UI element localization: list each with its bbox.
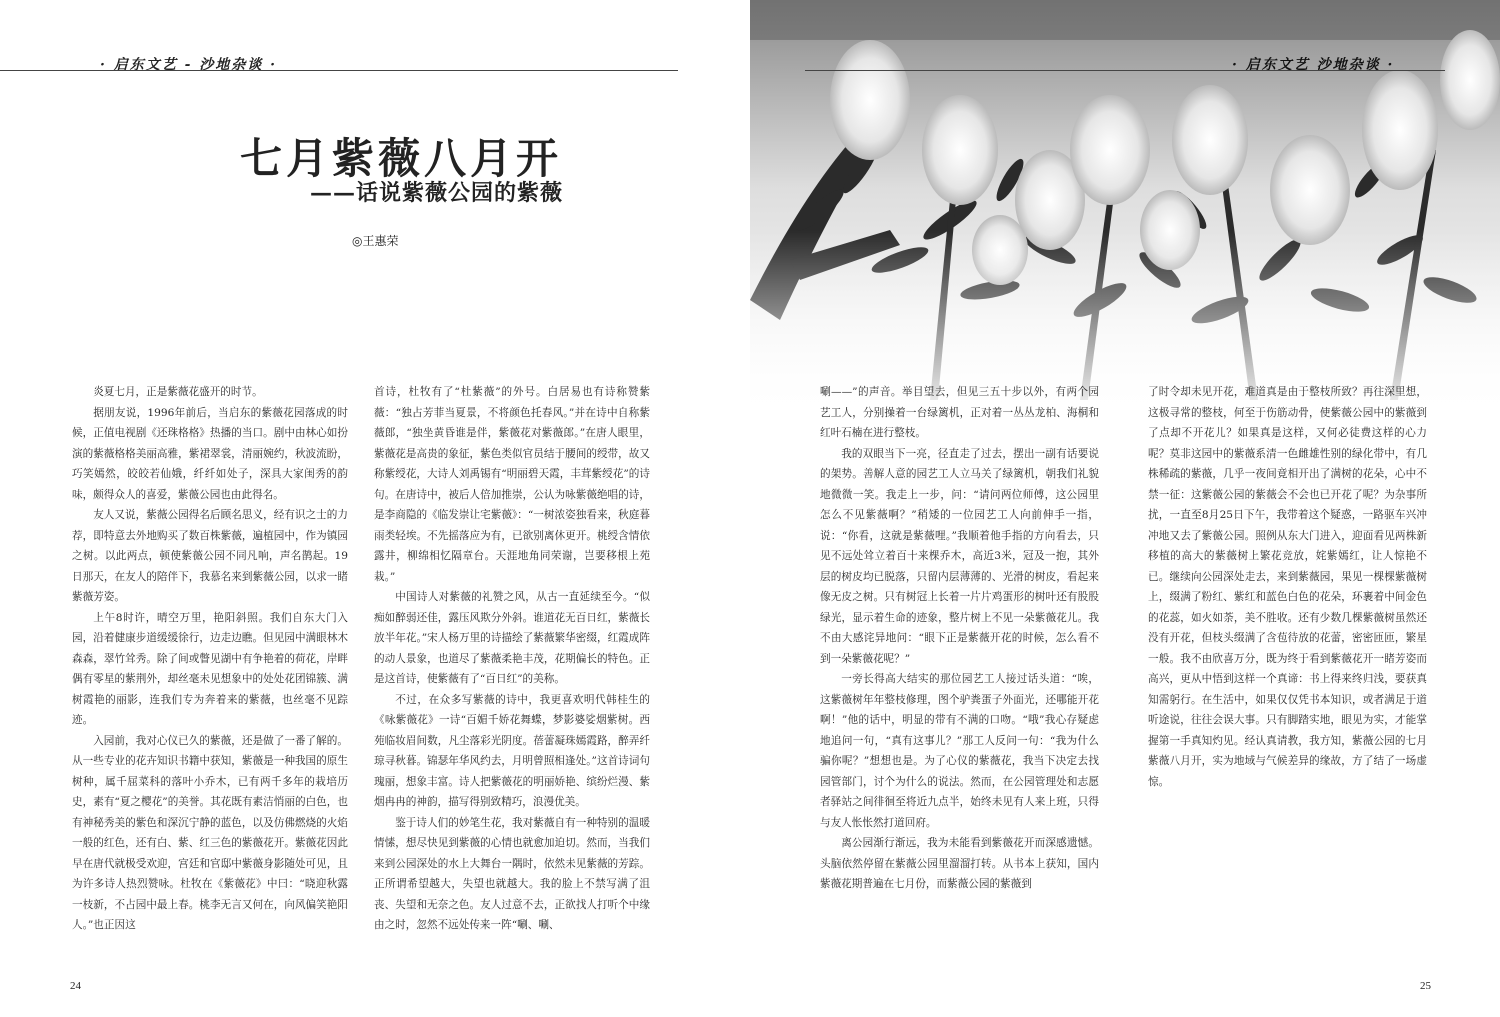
page-number-right: 25 bbox=[1420, 980, 1431, 992]
paragraph: 据朋友说，1996年前后，当启东的紫薇花园落成的时候，正值电视剧《还珠格格》热播的当口。剧中由林心如扮演的紫薇格格美丽高雅，紫裙翠裳，清丽婉约，秋波流盼，巧笑嫣然，皎皎若仙娥，纤纤如处子，深具大家闺秀的韵味，颇得众人的喜爱，紫薇公园也由此得名。 bbox=[72, 406, 348, 501]
paragraph: 唰——”的声音。举目望去，但见三五十步以外，有两个园艺工人，分别操着一台绿篱机，正对着一丛丛龙柏、海桐和红叶石楠在进行整枝。 bbox=[820, 386, 1099, 439]
paragraph: 我的双眼当下一亮，径直走了过去，摆出一副有话要说的架势。善解人意的园艺工人立马关了绿篱机，朝我们礼貌地微微一笑。我走上一步，问：“请问两位师傅，这公园里怎么不见紫薇啊？”稍矮的一位园艺工人向前伸手一指，说：“你看，这就是紫薇哩。”我顺着他手指的方向看去，只见不远处耸立着百十来棵乔木，高近3米，冠及一抱，其外层的树皮均已脱落，只留内层薄薄的、光滑的树皮，看起来像无皮之树。只有树冠上长着一片片鸡蛋形的树叶还有股股绿光，显示着生命的迹象，整片树上不见一朵紫薇花儿。我不由大感诧异地问：“眼下正是紫薇开花的时候，怎么看不到一朵紫薇花呢？” bbox=[820, 447, 1099, 665]
running-head-right: · 启东文艺 沙地杂谈 · bbox=[1232, 57, 1395, 73]
right-page bbox=[750, 0, 1500, 1017]
text-column-2 bbox=[374, 382, 650, 936]
paragraph: 一旁长得高大结实的那位园艺工人接过话头道：“唉，这紫薇树年年整枝修理，图个驴粪蛋子外面光，还哪能开花啊！”他的话中，明显的带有不满的口吻。“哦”我心存疑虑地追问一句，“真有这事儿？”那工人反问一句：“我为什么骗你呢？”想想也是。为了心仪的紫薇花，我当下决定去找园管部门，讨个为什么的说法。然而，在公园管理处和志愿者驿站之间徘徊至将近九点半，始终未见有人来上班，只得与友人怅怅然打道回府。 bbox=[820, 673, 1099, 829]
article-title: 七月紫薇八月开 bbox=[240, 134, 563, 183]
paragraph: 离公园渐行渐远，我为未能看到紫薇花开而深感遗憾。头脑依然停留在紫薇公园里溜溜打转。从书本上获知，国内紫薇花期普遍在七月份，而紫薇公园的紫薇到 bbox=[820, 837, 1099, 890]
paragraph: 中国诗人对紫薇的礼赞之风，从古一直延续至今。“似痴如醉弱还佳，露压风欺分外斜。谁道花无百日红，紫薇长放半年花。”宋人杨万里的诗描绘了紫薇繁华密缀，红霞成阵的动人景象，也道尽了紫薇柔艳丰茂，花期偏长的特色。正是这首诗，使紫薇有了“百日红”的美称。 bbox=[374, 591, 650, 685]
paragraph: 不过，在众多写紫薇的诗中，我更喜欢明代韩桂生的《咏紫薇花》一诗“百媚千娇花舞蝶，梦影婆娑烟紫树。西苑临妆眉间数，凡尘落彩光阴度。蓓蕾凝珠嫣霞路，醉弄纤琼寻秋暮。锦瑟年华风约去，月明曾照相逢处。”这首诗词句瑰丽，想象丰富。诗人把紫薇花的明丽娇艳、缤纷烂漫、紫烟冉冉的神韵，描写得别致精巧，浪漫优美。 bbox=[374, 693, 650, 808]
text-column-4 bbox=[1148, 382, 1427, 792]
paragraph: 炎夏七月，正是紫薇花盛开的时节。 bbox=[93, 386, 263, 398]
paragraph: 友人又说，紫薇公园得名后顾名思义，经有识之士的力荐，即特意去外地购买了数百株紫薇，遍植园中，作为镇园之树。以此两点，顿使紫薇公园不同凡响，声名鹊起。19日那天，在友人的陪伴下，我慕名来到紫薇公园，以求一睹紫薇芳姿。 bbox=[72, 509, 348, 603]
paragraph: 入园前，我对心仪已久的紫薇，还是做了一番了解的。从一些专业的花卉知识书籍中获知，紫薇是一种我国的原生树种，属千屈菜科的落叶小乔木，已有两千多年的栽培历史，素有“夏之樱花”的美誉。其花既有素洁悄丽的白色，也有神秘秀美的紫色和深沉宁静的蓝色，以及仿佛燃烧的火焰一般的红色，还有白、紫、红三色的紫薇花开。紫薇花因此早在唐代就极受欢迎，宫廷和官邸中紫薇身影随处可见，且为许多诗人热烈赞咏。杜牧在《紫薇花》中曰：“晓迎秋露一枝新，不占园中最上春。桃李无言又何在，向风偏笑艳阳人。”也正因这 bbox=[72, 734, 348, 931]
article-author: ◎王惠荣 bbox=[352, 234, 399, 248]
running-head-left: · 启东文艺 - 沙地杂谈 · bbox=[100, 57, 278, 73]
header-rule-left bbox=[0, 70, 678, 71]
text-column-3 bbox=[820, 382, 1099, 895]
page-number-left: 24 bbox=[70, 980, 81, 992]
article-subtitle: ——话说紫薇公园的紫薇 bbox=[310, 180, 564, 206]
paragraph: 了时令却未见开花，难道真是由于整枝所致？再往深里想，这极寻常的整枝，何至于伤筋动骨，使紫薇公园中的紫薇到了点却不开花儿？如果真是这样，又何必徒费这样的心力呢？莫非这园中的紫薇系清一色雌雄性别的绿化带中，有几株稀疏的紫薇，几乎一夜间竟相开出了满树的花朵，心中不禁一征：这紫薇公园的紫薇会不会也已开花了呢？为杂事所扰，一直至8月25日下午，我带着这个疑惑，一路驱车兴冲冲地又去了紫薇公园。照例从东大门进入，迎面看见两株新移植的高大的紫薇树上繁花竞放，姹紫嫣红，让人惊艳不已。继续向公园深处走去，来到紫薇园，果见一棵棵紫薇树上，缀满了粉红、紫红和蓝色白色的花朵，环裹着中间金色的花蕊，如火如荼，美不胜收。还有少数几棵紫薇树虽然还没有开花，但枝头缀满了含苞待放的花蕾，密密匝匝，繁星一般。我不由欣喜万分，既为终于看到紫薇花开一睹芳姿而高兴，更从中悟到这样一个真谛：书上得来终归浅，要获真知需躬行。在生活中，如果仅仅凭书本知识，或者满足于道听途说，往往会误大事。只有脚踏实地，眼见为实，才能掌握第一手真知灼见。经认真请教，我方知，紫薇公园的七月紫薇八月开，实为地域与气候差异的缘故，方了结了一场虚惊。 bbox=[1148, 386, 1427, 788]
text-column-1 bbox=[72, 382, 348, 936]
header-rule-right bbox=[805, 70, 1445, 71]
paragraph: 上午8时许，晴空万里，艳阳斜照。我们自东大门入园，沿着健康步道缓缓徐行，边走边瞧。但见园中满眼林木森森，翠竹耸秀。除了间或瞥见湖中有争艳着的荷花，岸畔偶有零星的紫荆外，却丝毫未见想象中的处处花团锦簇、满树霞艳的丽影，连我们专为奔着来的紫薇，也丝毫不见踪迹。 bbox=[72, 611, 348, 726]
paragraph: 首诗，杜牧有了“杜紫薇”的外号。白居易也有诗称赞紫薇：“独占芳菲当夏景，不将颜色托春风。”并在诗中自称紫薇郎，“独坐黄昏谁是伴，紫薇花对紫薇郎。”在唐人眼里，紫薇花是高贵的象征，紫色类似官员结于腰间的绶带，故又称紫绶花，大诗人刘禹锡有“明丽碧天霞，丰茸紫绶花”的诗句。在唐诗中，被后人倍加推崇，公认为咏紫薇绝唱的诗，是李商隐的《临发崇让宅紫薇》：“一树浓姿独看来，秋庭暮雨类轻埃。不先摇落应为有，已欲别离休更开。桃绶含情依露井，柳绵相忆隔章台。天涯地角同荣谢，岂要移根上苑栽。” bbox=[374, 386, 650, 583]
paragraph: 鉴于诗人们的妙笔生花，我对紫薇自有一种特别的温暖情愫，想尽快见到紫薇的心情也就愈加迫切。然而，当我们来到公园深处的水上大舞台一隅时，依然未见紫薇的芳踪。正所谓希望越大，失望也就越大。我的脸上不禁写满了沮丧、失望和无奈之色。友人过意不去，正欲找人打听个中缘由之时，忽然不远处传来一阵“唰、唰、 bbox=[374, 816, 650, 931]
